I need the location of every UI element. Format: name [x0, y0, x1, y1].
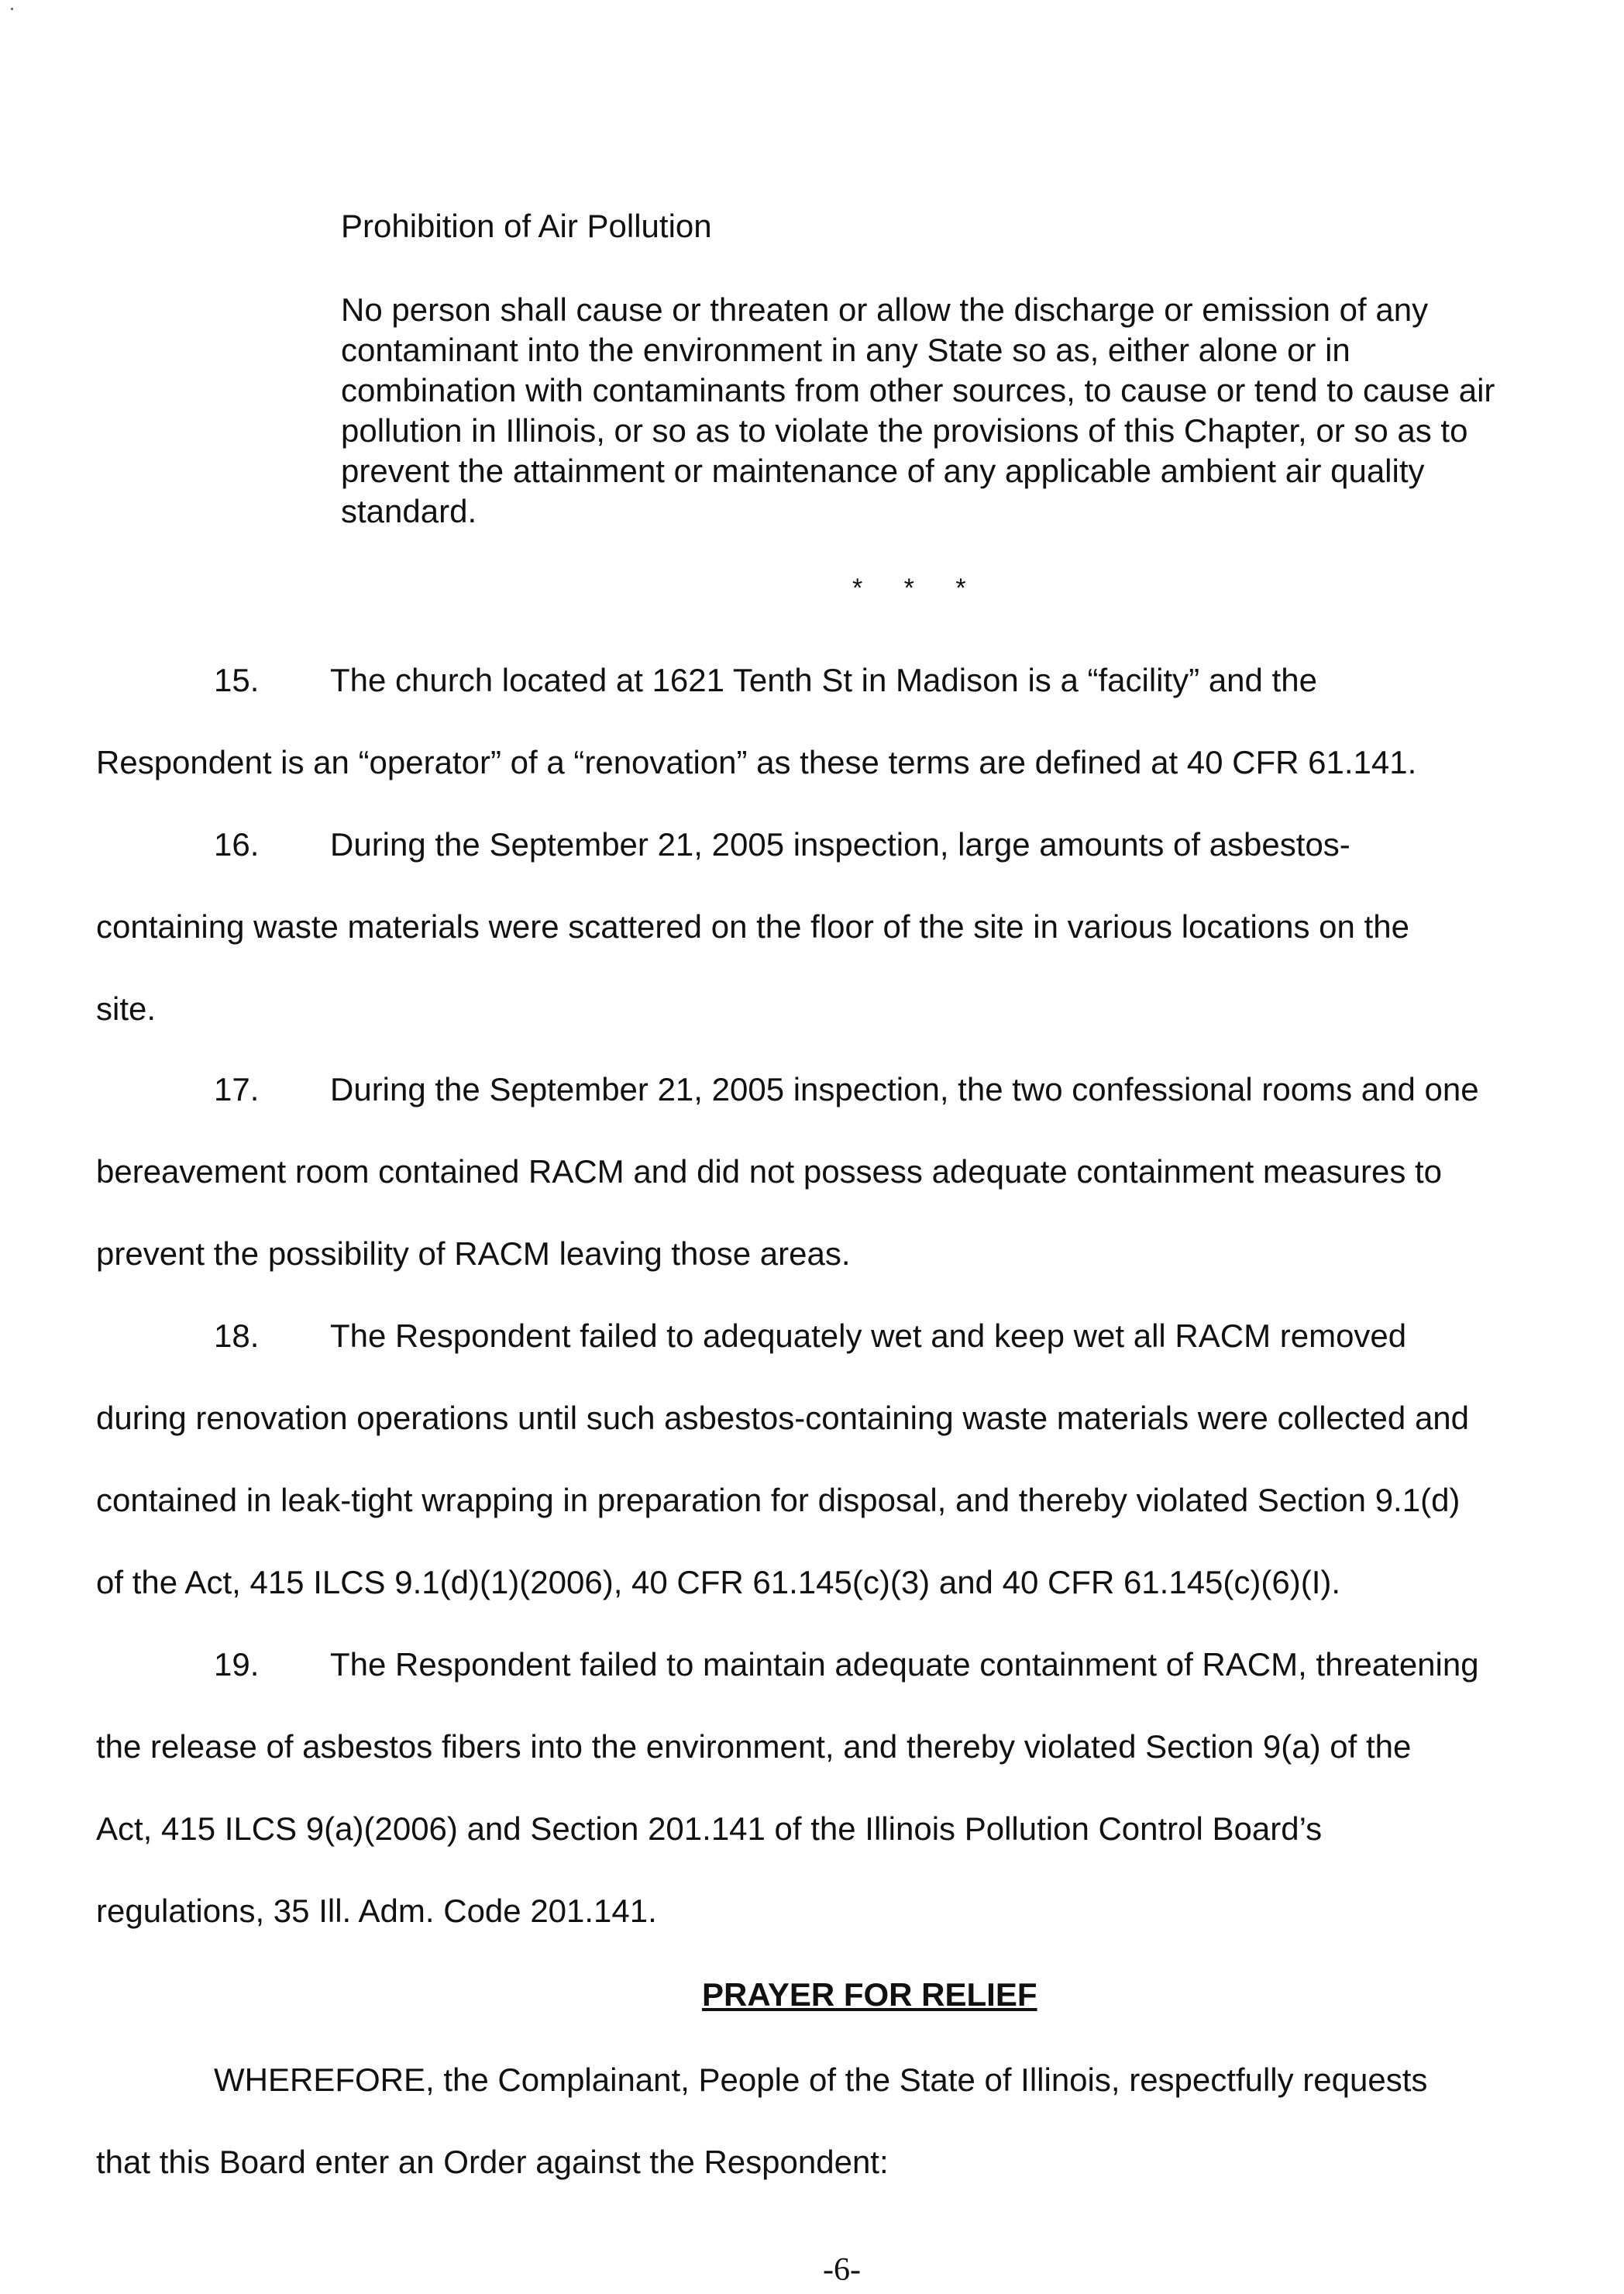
quote-line: pollution in Illinois, or so as to violate the provisions of this Chapter, or so as to: [341, 412, 1468, 449]
paragraph-16-first-line: 16. During the September 21, 2005 inspection, large amounts of asbestos-: [214, 825, 1350, 865]
paragraph-19-first-line: 19. The Respondent failed to maintain adequate containment of RACM, threatening: [214, 1645, 1479, 1685]
quote-line: combination with contaminants from other sources, to cause or tend to cause air: [341, 372, 1495, 408]
paragraph-line: during renovation operations until such asbestos-containing waste materials were collected and: [96, 1400, 1470, 1436]
section-separator: * * *: [852, 574, 983, 603]
paragraph-number: 15.: [214, 662, 260, 698]
paragraph-line: Act, 415 ILCS 9(a)(2006) and Section 201.141 of the Illinois Pollution Control Board’s: [96, 1810, 1323, 1847]
paragraph-line: Respondent is an “operator” of a “renovation” as these terms are defined at 40 CFR 61.141.: [96, 744, 1417, 780]
quote-line: standard.: [341, 493, 477, 529]
paragraph-18-first-line: 18. The Respondent failed to adequately wet and keep wet all RACM removed: [214, 1316, 1406, 1356]
paragraph-number: 17.: [214, 1071, 260, 1107]
section-heading: PRAYER FOR RELIEF: [702, 1976, 1037, 2013]
paragraph-number: 18.: [214, 1318, 260, 1354]
scan-speck: [11, 8, 13, 10]
paragraph-line: site.: [96, 990, 157, 1027]
paragraph-line: of the Act, 415 ILCS 9.1(d)(1)(2006), 40 CFR 61.145(c)(3) and 40 CFR 61.145(c)(6)(I).: [96, 1564, 1341, 1600]
paragraph-line: contained in leak-tight wrapping in preparation for disposal, and thereby violated Section 9.1(d): [96, 1482, 1461, 1518]
paragraph-number: 19.: [214, 1646, 260, 1683]
quote-line: contaminant into the environment in any State so as, either alone or in: [341, 332, 1350, 368]
paragraph-line: bereavement room contained RACM and did not possess adequate containment measures to: [96, 1153, 1443, 1190]
closing-line: that this Board enter an Order against the Respondent:: [96, 2144, 889, 2180]
quote-line: prevent the attainment or maintenance of any applicable ambient air quality: [341, 453, 1425, 489]
paragraph-line: regulations, 35 Ill. Adm. Code 201.141.: [96, 1893, 657, 1929]
quote-line: No person shall cause or threaten or allow the discharge or emission of any: [341, 291, 1429, 328]
closing-line: WHEREFORE, the Complainant, People of the State of Illinois, respectfully requests: [214, 2062, 1428, 2098]
paragraph-17-first-line: 17. During the September 21, 2005 inspection, the two confessional rooms and one: [214, 1070, 1479, 1110]
paragraph-line: prevent the possibility of RACM leaving those areas.: [96, 1235, 851, 1272]
quote-title: Prohibition of Air Pollution: [341, 208, 712, 244]
paragraph-number: 16.: [214, 826, 260, 863]
paragraph-line: containing waste materials were scattered on the floor of the site in various locations on the: [96, 908, 1409, 945]
page-number: -6-: [823, 2252, 861, 2288]
paragraph-line: the release of asbestos fibers into the environment, and thereby violated Section 9(a) of the: [96, 1728, 1412, 1765]
paragraph-15-first-line: 15. The church located at 1621 Tenth St in Madison is a “facility” and the: [214, 660, 1317, 701]
